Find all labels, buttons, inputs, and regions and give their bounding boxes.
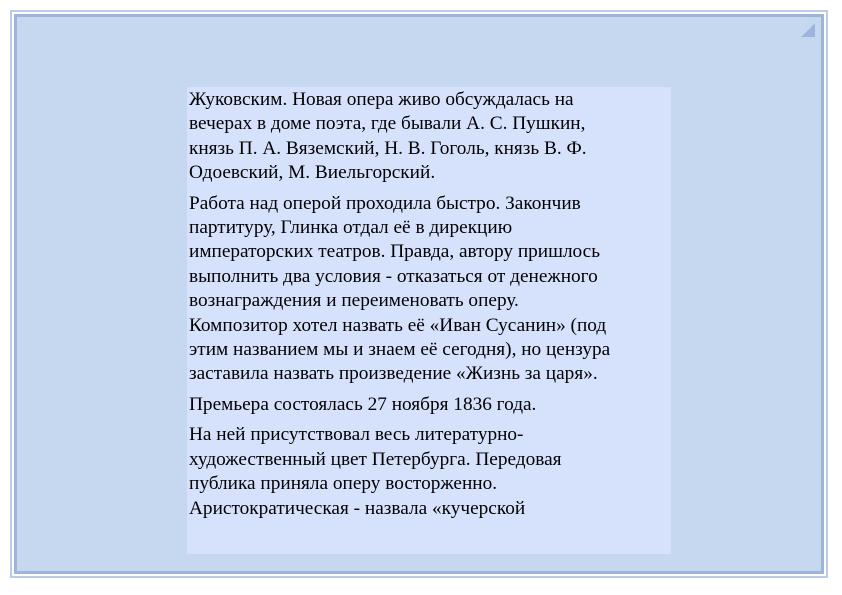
text-line: художественный цвет Петербурга. Передовая [189, 448, 562, 470]
text-line: Одоевский, М. Виельгорский. [189, 162, 436, 184]
text-line: партитуру, Глинка отдал её в дирекцию [189, 217, 513, 239]
paragraph-3 [189, 393, 665, 417]
text-line: Премьера состоялась 27 ноября 1836 года. [189, 393, 537, 415]
paragraph-2 [189, 192, 665, 387]
text-line: заставила назвать произведение «Жизнь за царя». [189, 363, 598, 385]
text-line: публика приняла оперу восторженно. [189, 473, 498, 495]
slide-corner-decoration [801, 23, 815, 37]
text-line: вознаграждения и переименовать оперу. [189, 290, 519, 312]
text-box [187, 87, 671, 554]
text-line: этим названием мы и знаем её сегодня), но цензура [189, 339, 611, 361]
paragraph-1 [189, 88, 665, 186]
text-line: князь П. А. Вяземский, Н. В. Гоголь, князь В. Ф. [189, 137, 587, 159]
text-line: выполнить два условия - отказаться от денежного [189, 265, 598, 287]
text-line: Жуковским. Новая опера живо обсуждалась на [189, 89, 574, 110]
text-line: Аристократическая - назвала «кучерской [189, 497, 526, 519]
slide [14, 14, 824, 574]
text-line: На ней присутствовал весь литературно- [189, 424, 524, 446]
text-line: Композитор хотел назвать её «Иван Сусанин» (под [189, 314, 607, 336]
text-line: императорских театров. Правда, автору пришлось [189, 241, 601, 263]
text-line: вечерах в доме поэта, где бывали А. С. Пушкин, [189, 113, 586, 135]
paragraph-4 [189, 423, 665, 521]
text-line: Работа над оперой проходила быстро. Закончив [189, 192, 581, 214]
